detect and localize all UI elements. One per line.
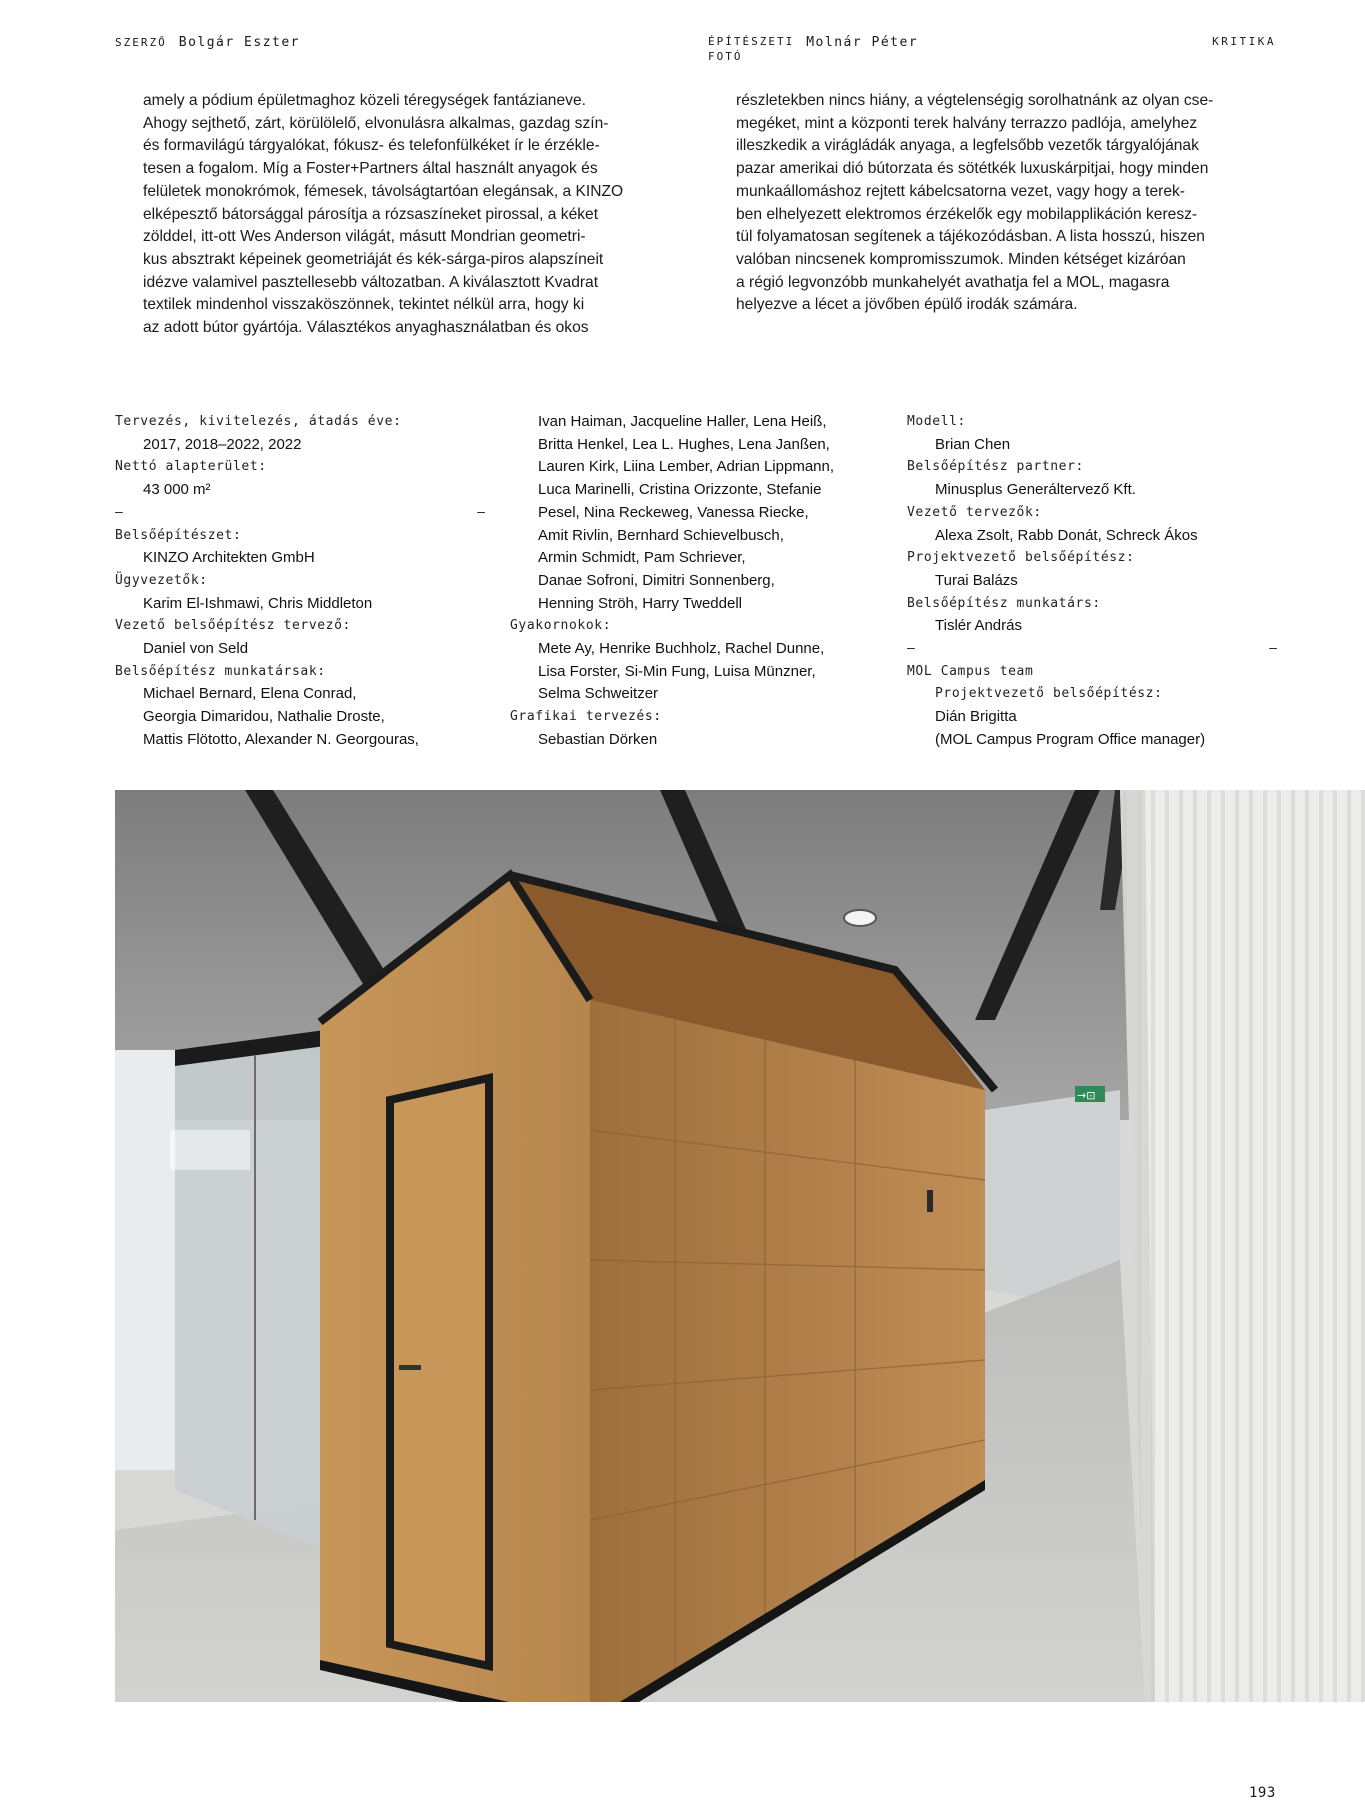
credit-role: Modell: bbox=[907, 414, 966, 429]
glass-frosting bbox=[170, 1130, 250, 1170]
article-line: idézve valamivel pasztellesebb változatban. A kiválasztott Kvadrat bbox=[143, 273, 599, 291]
credit-name: Alexa Zsolt, Rabb Donát, Schreck Ákos bbox=[935, 526, 1198, 544]
credit-name: Georgia Dimaridou, Nathalie Droste, bbox=[143, 708, 385, 726]
credit-name: Karim El-Ishmawi, Chris Middleton bbox=[143, 594, 373, 612]
photographer-name: Molnár Péter bbox=[806, 35, 919, 50]
divider-dash-left: – bbox=[115, 504, 123, 520]
credits-column-3 bbox=[907, 411, 1277, 752]
article-line: ben elhelyezett elektromos érzékelők egy mobilapplikáción keresz- bbox=[736, 205, 1198, 223]
author-credit bbox=[115, 34, 300, 50]
credit-name: Dián Brigitta bbox=[935, 708, 1017, 726]
article-line: kus absztrakt képeinek geometriáját és kék-sárga-piros alapszíneit bbox=[143, 250, 604, 268]
credit-name: 43 000 m² bbox=[143, 481, 211, 499]
credit-subrole: Projektvezető belsőépítész: bbox=[935, 686, 1163, 702]
article-line: felületek monokrómok, fémesek, távolságtartóan elegánsak, a KINZO bbox=[143, 182, 624, 200]
credit-name: Ivan Haiman, Jacqueline Haller, Lena Heiß, bbox=[538, 413, 827, 430]
credit-name: Luca Marinelli, Cristina Orizzonte, Stefanie bbox=[538, 481, 822, 499]
credit-role: Ügyvezetők: bbox=[115, 572, 208, 588]
glass-meeting-room bbox=[175, 1045, 325, 1550]
office-pod-illustration bbox=[115, 790, 1365, 1702]
credit-name: Britta Henkel, Lea L. Hughes, Lena Janßen, bbox=[538, 435, 830, 453]
credit-name: Tislér András bbox=[935, 617, 1022, 635]
article-line: az adott bútor gyártója. Választékos anyaghasználatban és okos bbox=[143, 319, 589, 337]
door bbox=[390, 1078, 489, 1666]
article-line: pazar amerikai dió bútorzata és sötétkék luxuskárpitjai, hogy minden bbox=[736, 160, 1209, 178]
credit-name: Selma Schweitzer bbox=[538, 685, 659, 703]
credit-role: Belsőépítész munkatársak: bbox=[115, 663, 326, 679]
credits-divider bbox=[115, 502, 485, 525]
credits-divider bbox=[907, 638, 1277, 661]
door-handle-icon bbox=[399, 1365, 421, 1370]
credit-role: Vezető tervezők: bbox=[907, 504, 1042, 520]
credit-name: Brian Chen bbox=[935, 435, 1011, 453]
credit-name: Michael Bernard, Elena Conrad, bbox=[143, 685, 357, 703]
credit-name: Minusplus Generáltervező Kft. bbox=[935, 481, 1136, 499]
credit-name: Armin Schmidt, Pam Schriever, bbox=[538, 549, 746, 567]
author-name: Bolgár Eszter bbox=[178, 35, 300, 50]
article-line: textilek mindenhol visszaköszönnek, tekintet nélkül arra, hogy ki bbox=[143, 296, 585, 314]
credit-name: Lauren Kirk, Liina Lember, Adrian Lippmann, bbox=[538, 458, 835, 476]
credit-role: Belsőépítész munkatárs: bbox=[907, 595, 1101, 611]
article-line: zölddel, itt-ott Wes Anderson világát, másutt Mondrian geometri- bbox=[143, 228, 586, 246]
photo-label bbox=[708, 34, 794, 64]
credit-name: 2017, 2018–2022, 2022 bbox=[143, 435, 302, 453]
credit-name: Turai Balázs bbox=[935, 571, 1018, 589]
credit-role: Vezető belsőépítész tervező: bbox=[115, 618, 351, 634]
page-number: 193 bbox=[1249, 1785, 1276, 1801]
credit-role: Grafikai tervezés: bbox=[510, 709, 662, 725]
credit-name: Danae Sofroni, Dimitri Sonnenberg, bbox=[538, 571, 775, 589]
exit-sign-glyph: →⊡ bbox=[1077, 1089, 1096, 1102]
photo-credit bbox=[708, 34, 918, 64]
article-line: valóban nincsenek kompromisszumok. Minden kétséget kizáróan bbox=[736, 250, 1186, 268]
credit-name: Henning Ströh, Harry Tweddell bbox=[538, 594, 742, 612]
article-line: részletekben nincs hiány, a végtelenségig sorolhatnánk az olyan cse- bbox=[736, 92, 1214, 109]
credit-name: KINZO Architekten GmbH bbox=[143, 549, 315, 567]
photo-label-line1: ÉPÍTÉSZETI bbox=[708, 35, 795, 48]
credits-column-2 bbox=[510, 411, 880, 752]
author-label: SZERZŐ bbox=[115, 36, 167, 49]
article-column-left bbox=[143, 90, 683, 340]
credit-role: Gyakornokok: bbox=[510, 618, 612, 634]
credit-name: Mete Ay, Henrike Buchholz, Rachel Dunne, bbox=[538, 640, 825, 658]
credit-role: MOL Campus team bbox=[907, 663, 1034, 679]
divider-dash-left: – bbox=[907, 641, 915, 657]
article-column-right bbox=[736, 90, 1276, 317]
credit-role: Belsőépítész partner: bbox=[907, 459, 1084, 475]
credit-role: Tervezés, kivitelezés, átadás éve: bbox=[115, 414, 402, 429]
article-line: illeszkedik a virágládák anyaga, a legfelsőbb vezetők tárgyalójának bbox=[736, 137, 1199, 155]
credit-name: Amit Rivlin, Bernhard Schievelbusch, bbox=[538, 526, 784, 544]
divider-dash-right: – bbox=[477, 504, 485, 520]
credit-name: Lisa Forster, Si-Min Fung, Luisa Münzner, bbox=[538, 662, 816, 680]
interior-photo bbox=[115, 790, 1365, 1702]
photo-label-line2: FOTÓ bbox=[708, 50, 743, 63]
credit-name: Daniel von Seld bbox=[143, 640, 249, 658]
article-line: Ahogy sejthető, zárt, körülölelő, elvonulásra alkalmas, gazdag szín- bbox=[143, 114, 609, 132]
article-line: tesen a fogalom. Míg a Foster+Partners által használt anyagok és bbox=[143, 160, 598, 178]
credit-name: Sebastian Dörken bbox=[538, 730, 658, 748]
credit-role: Belsőépítészet: bbox=[115, 527, 242, 543]
ceiling-light-icon bbox=[844, 910, 876, 926]
credit-name: (MOL Campus Program Office manager) bbox=[935, 730, 1206, 748]
article-line: helyezve a lécet a jövőben épülő irodák számára. bbox=[736, 296, 1078, 314]
credit-role: Projektvezető belsőépítész: bbox=[907, 550, 1135, 566]
credit-name: Pesel, Nina Reckeweg, Vanessa Riecke, bbox=[538, 503, 809, 521]
credits-column-1 bbox=[115, 411, 485, 752]
light-switch-icon bbox=[927, 1190, 933, 1212]
window bbox=[115, 1050, 175, 1470]
divider-dash-right: – bbox=[1269, 641, 1277, 657]
article-line: a régió legvonzóbb munkahelyét avathatja fel a MOL, magasra bbox=[736, 273, 1170, 291]
article-line: munkaállomáshoz rejtett kábelcsatorna vezet, vagy hogy a terek- bbox=[736, 182, 1185, 200]
credit-name: Mattis Flötotto, Alexander N. Georgouras, bbox=[143, 730, 419, 748]
article-line: amely a pódium épületmaghoz közeli téregységek fantázianeve. bbox=[143, 92, 586, 109]
fluted-wall bbox=[1120, 790, 1365, 1702]
article-line: és formavilágú tárgyalókat, fókusz- és telefonfülkéket ír le érzékle- bbox=[143, 137, 600, 155]
article-line: megéket, mint a központi terek halvány terrazzo padlója, amelyhez bbox=[736, 114, 1198, 132]
article-line: elképesztő bátorsággal párosítja a rózsaszíneket pirossal, a kéket bbox=[143, 205, 599, 223]
credit-role: Nettó alapterület: bbox=[115, 459, 267, 475]
article-line: tül folyamatosan segítenek a tájékozódásban. A lista hosszú, hiszen bbox=[736, 228, 1205, 246]
section-label: KRITIKA bbox=[1212, 35, 1276, 48]
